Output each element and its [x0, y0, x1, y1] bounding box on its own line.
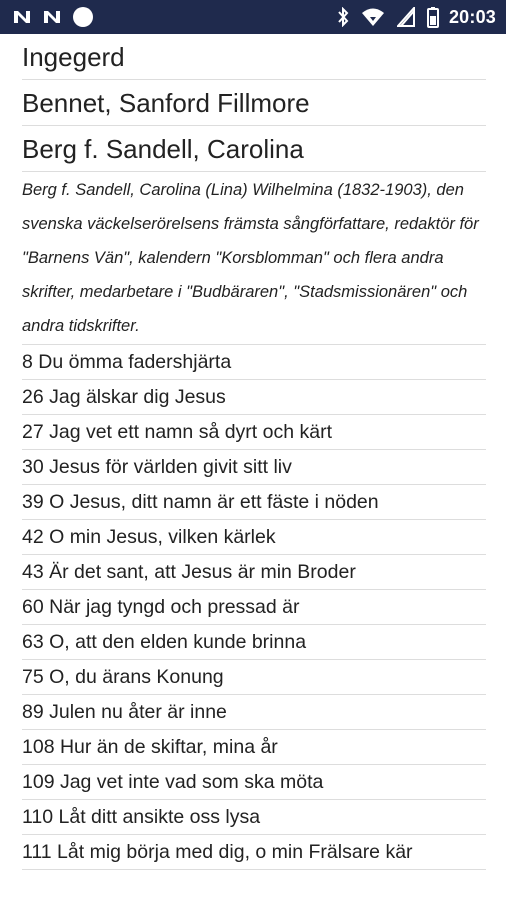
song-item[interactable]: 110 Låt ditt ansikte oss lysa — [22, 800, 486, 835]
song-item[interactable]: 43 Är det sant, att Jesus är min Broder — [22, 555, 486, 590]
song-item[interactable]: 27 Jag vet ett namn så dyrt och kärt — [22, 415, 486, 450]
song-item[interactable]: 30 Jesus för världen givit sitt liv — [22, 450, 486, 485]
signal-icon — [397, 7, 415, 27]
song-item[interactable]: 75 O, du ärans Konung — [22, 660, 486, 695]
song-item[interactable]: 42 O min Jesus, vilken kärlek — [22, 520, 486, 555]
list-header[interactable]: Bennet, Sanford Fillmore — [22, 80, 486, 126]
content-list — [0, 34, 506, 870]
n-icon — [42, 9, 62, 25]
song-item[interactable]: 63 O, att den elden kunde brinna — [22, 625, 486, 660]
status-bar — [0, 0, 506, 34]
n-icon — [12, 9, 32, 25]
song-item[interactable]: 89 Julen nu åter är inne — [22, 695, 486, 730]
battery-icon — [427, 6, 439, 28]
list-header[interactable]: Berg f. Sandell, Carolina — [22, 126, 486, 172]
song-item[interactable]: 39 O Jesus, ditt namn är ett fäste i nöden — [22, 485, 486, 520]
wifi-icon — [361, 7, 385, 27]
status-right — [325, 6, 496, 28]
status-left — [12, 6, 104, 28]
song-item[interactable]: 111 Låt mig börja med dig, o min Frälsare kär — [22, 835, 486, 870]
song-item[interactable]: 8 Du ömma fadershjärta — [22, 345, 486, 380]
status-time: 20:03 — [448, 6, 496, 27]
song-item[interactable]: 26 Jag älskar dig Jesus — [22, 380, 486, 415]
author-description: Berg f. Sandell, Carolina (Lina) Wilhelmina (1832-1903), den svenska väckelserörelsens främsta sångförfattare, redaktör för "Barnens Vän", kalendern "Korsblomman" och flera andra skrifter, medarbetare i "Budbäraren", "Stadsmissionären" och andra tidskrifter. — [22, 172, 486, 345]
list-header[interactable]: Ingegerd — [22, 34, 486, 80]
song-item[interactable]: 109 Jag vet inte vad som ska möta — [22, 765, 486, 800]
song-item[interactable]: 60 När jag tyngd och pressad är — [22, 590, 486, 625]
circle-icon — [72, 6, 94, 28]
song-item[interactable]: 108 Hur än de skiftar, mina år — [22, 730, 486, 765]
bluetooth-icon — [337, 7, 349, 27]
